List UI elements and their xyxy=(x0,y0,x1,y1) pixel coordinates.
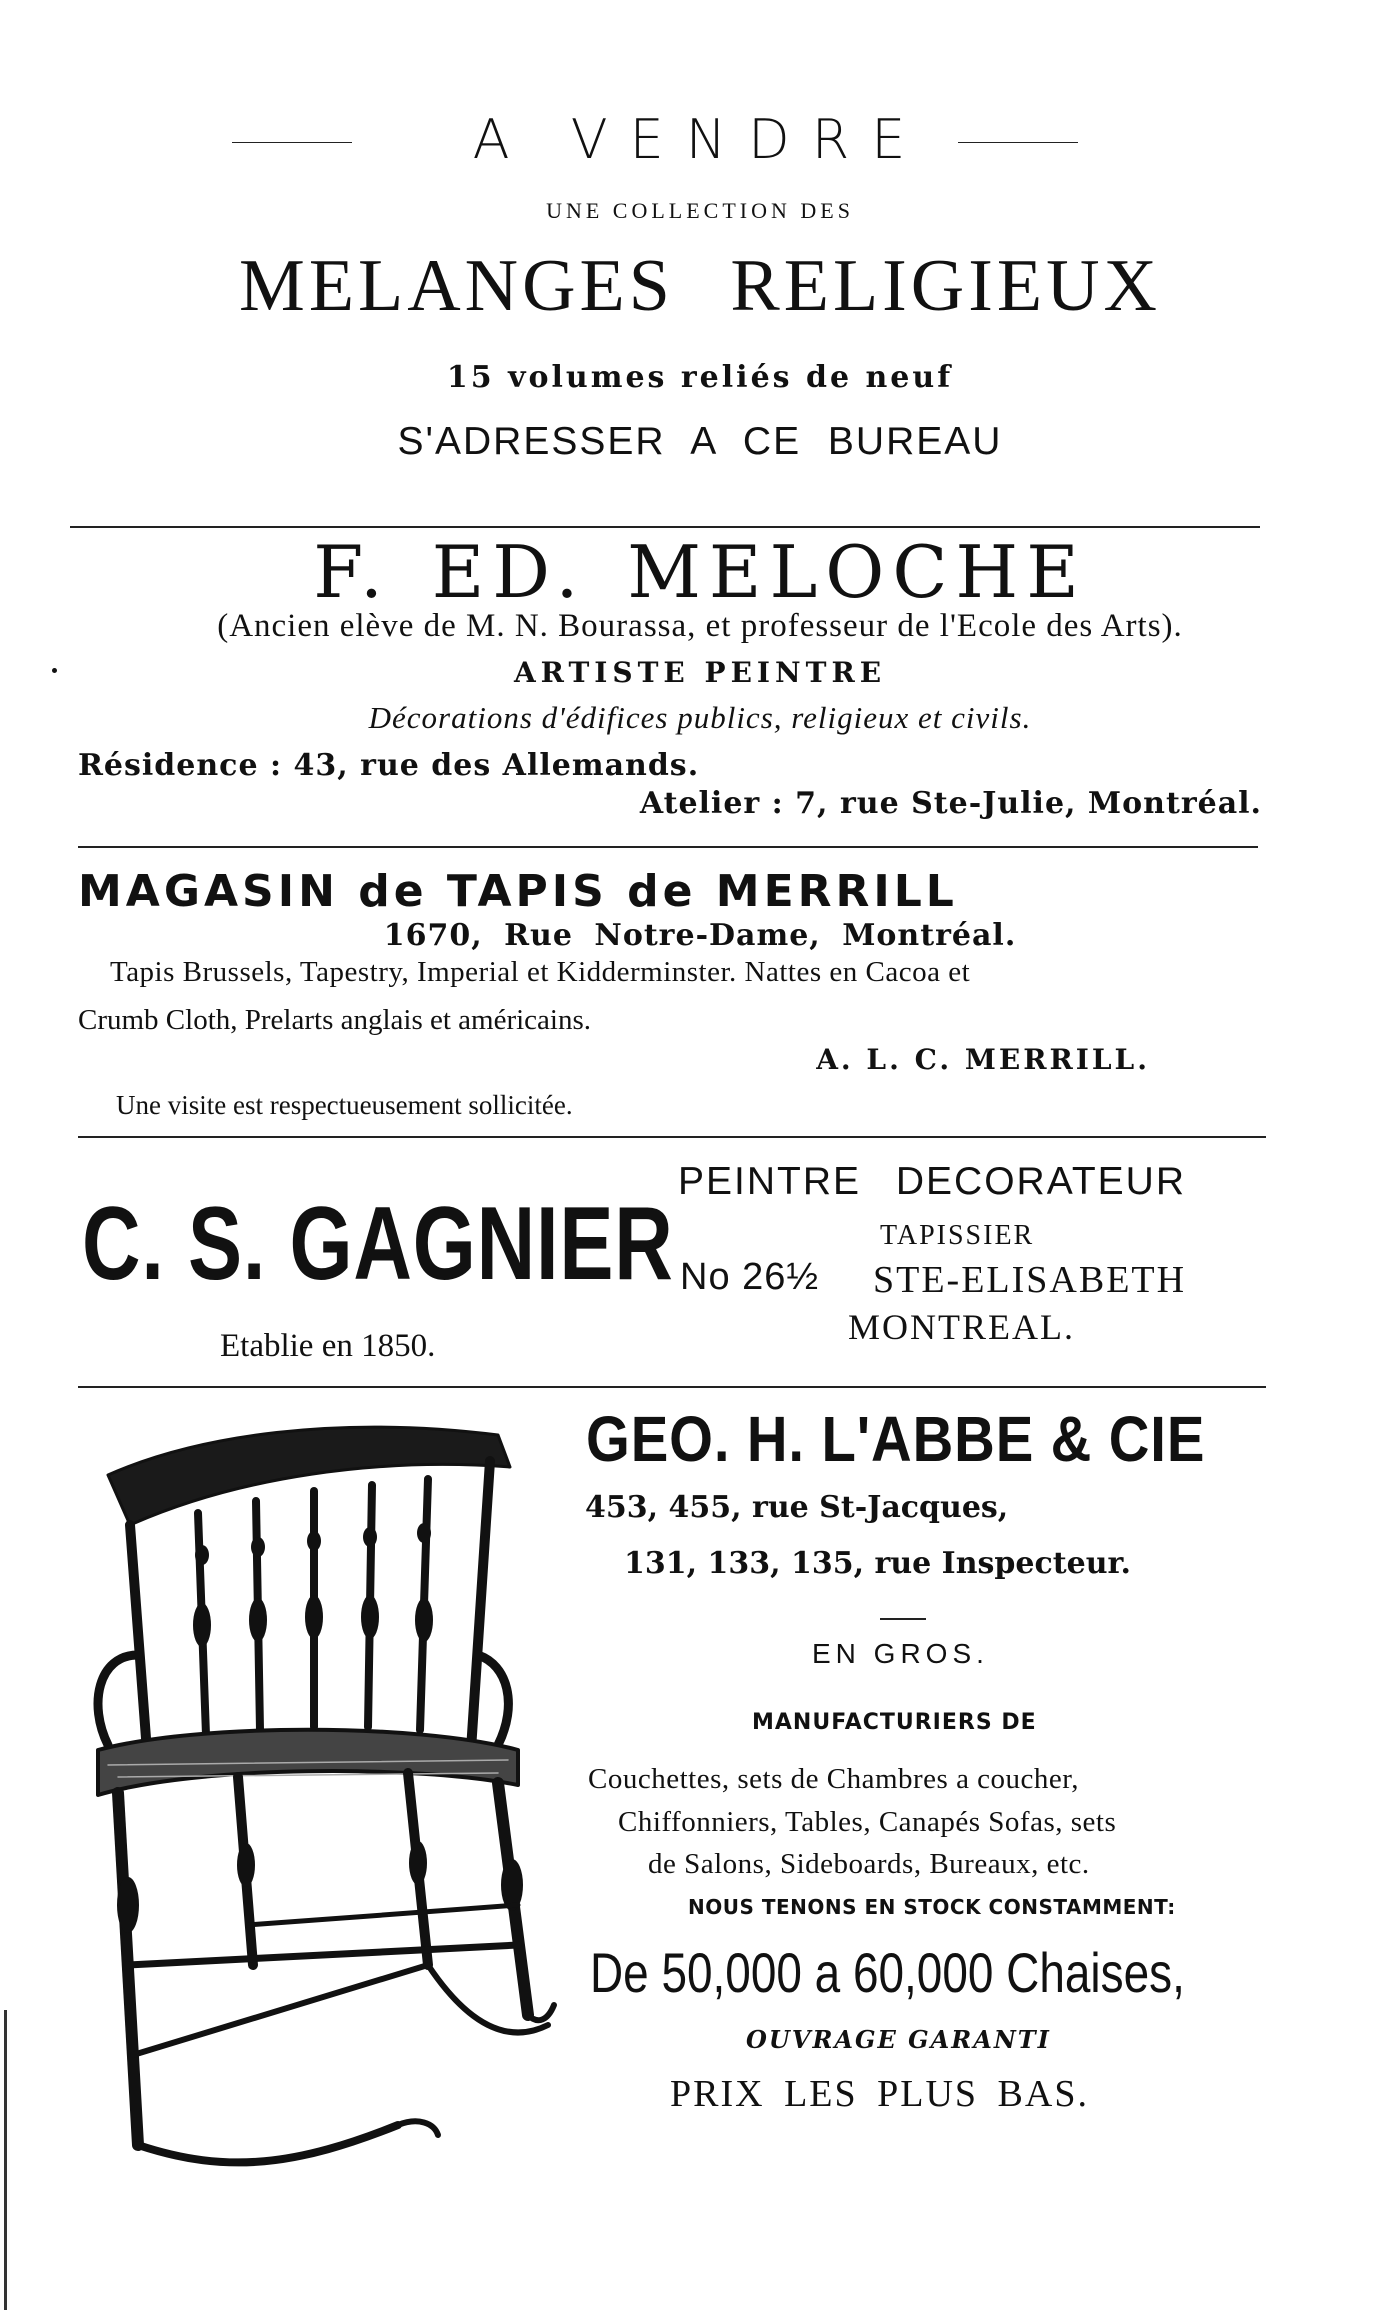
gagnier-secondary-trade: TAPISSIER xyxy=(880,1220,1035,1251)
labbe-wholesale: EN GROS. xyxy=(812,1638,989,1669)
gagnier-city: MONTREAL. xyxy=(848,1307,1075,1347)
gagnier-established: Etablie en 1850. xyxy=(220,1328,436,1364)
meloche-profession: ARTISTE PEINTRE xyxy=(513,656,887,689)
avendre-subtitle: UNE COLLECTION DES xyxy=(546,198,854,223)
meloche-atelier: Atelier : 7, rue Ste-Julie, Montréal. xyxy=(639,786,1262,821)
labbe-prices: PRIX LES PLUS BAS. xyxy=(670,2073,1089,2115)
merrill-products-line2: Crumb Cloth, Prelarts anglais et américains. xyxy=(78,1004,592,1036)
divider-3 xyxy=(78,1136,1266,1138)
labbe-products-line3: de Salons, Sideboards, Bureaux, etc. xyxy=(648,1848,1090,1880)
gagnier-address-number: No 26½ xyxy=(680,1256,820,1298)
meloche-former: (Ancien elève de M. N. Bourassa, et professeur de l'Ecole des Arts). xyxy=(217,608,1183,644)
title-dash-right xyxy=(958,142,1078,143)
meloche-name: F. ED. MELOCHE xyxy=(313,530,1087,614)
chair-illustration-icon xyxy=(78,1405,566,2185)
avendre-headline: MELANGES RELIGIEUX xyxy=(239,245,1161,327)
short-rule xyxy=(880,1618,926,1620)
scan-edge-mark xyxy=(4,2010,7,2310)
gagnier-name: C. S. GAGNIER xyxy=(82,1186,674,1302)
labbe-chairs: De 50,000 a 60,000 Chaises, xyxy=(590,1941,1185,2004)
avendre-volumes: 15 volumes reliés de neuf xyxy=(446,360,954,395)
divider-4 xyxy=(78,1386,1266,1388)
merrill-visit: Une visite est respectueusement sollicitée. xyxy=(116,1090,573,1120)
labbe-address-line1: 453, 455, rue St-Jacques, xyxy=(585,1490,1009,1525)
labbe-products-line1: Couchettes, sets de Chambres a coucher, xyxy=(588,1763,1080,1795)
labbe-products-line2: Chiffonniers, Tables, Canapés Sofas, sets xyxy=(618,1806,1117,1838)
meloche-residence: Résidence : 43, rue des Allemands. xyxy=(78,748,700,783)
gagnier-street: STE-ELISABETH xyxy=(873,1259,1187,1301)
merrill-owner: A. L. C. MERRILL. xyxy=(816,1043,1150,1076)
labbe-name: GEO. H. L'ABBE & CIE xyxy=(586,1403,1206,1475)
merrill-address: 1670, Rue Notre-Dame, Montréal. xyxy=(383,918,1017,953)
merrill-title: MAGASIN de TAPIS de MERRILL xyxy=(78,866,958,917)
ink-dot xyxy=(52,668,57,673)
labbe-guarantee: OUVRAGE GARANTI xyxy=(746,2025,1051,2054)
divider-1 xyxy=(70,526,1260,528)
merrill-products-line1: Tapis Brussels, Tapestry, Imperial et Kidderminster. Nattes en Cacoa et xyxy=(110,956,971,988)
gagnier-profession: PEINTRE DECORATEUR xyxy=(678,1160,1186,1203)
labbe-stock-note: NOUS TENONS EN STOCK CONSTAMMENT: xyxy=(688,1895,1176,1919)
avendre-contact: S'ADRESSER A CE BUREAU xyxy=(397,420,1003,463)
labbe-address-line2: 131, 133, 135, rue Inspecteur. xyxy=(624,1546,1131,1581)
divider-2 xyxy=(78,846,1258,848)
avendre-title: A VENDRE xyxy=(472,108,928,171)
labbe-manufacturers-heading: MANUFACTURIERS DE xyxy=(752,1710,1037,1735)
meloche-specialty: Décorations d'édifices publics, religieux et civils. xyxy=(368,700,1032,735)
